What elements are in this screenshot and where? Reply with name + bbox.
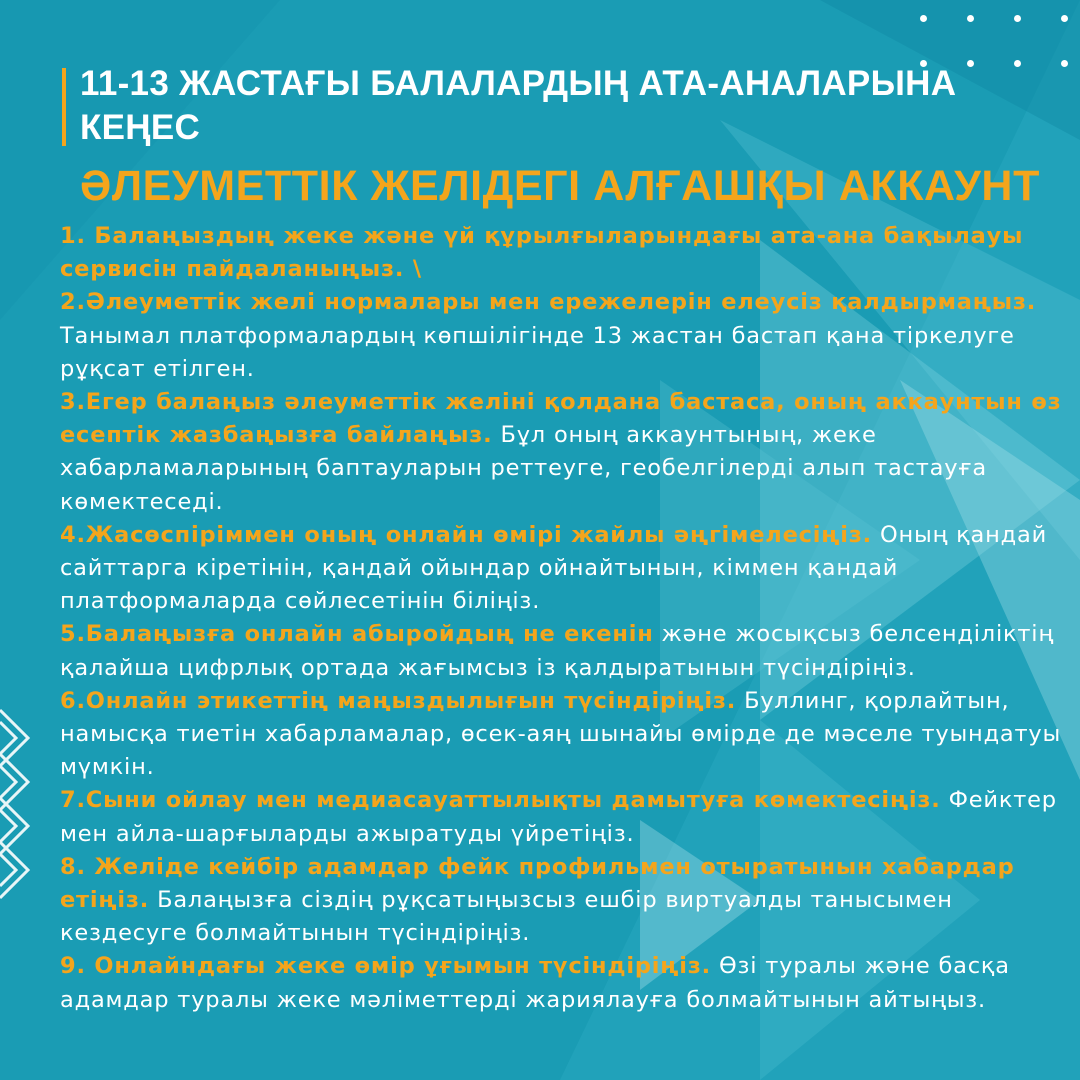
- item-lead: 8. Желіде кейбір адамдар фейк профильмен отыратынын хабардар етіңіз.: [60, 853, 1015, 914]
- title-accent-bar: [62, 68, 66, 146]
- list-item: [60, 220, 1070, 286]
- page-title: 11-13 ЖАСТАҒЫ БАЛАЛАРДЫҢ АТА-АНАЛАРЫНА КЕҢЕС: [80, 64, 957, 147]
- item-lead: 4.Жасөспіріммен оның онлайн өмірі жайлы әңгімелесіңіз.: [60, 521, 872, 548]
- item-text: Оның қандай сайттарга кіретінін, қандай ойындар ойнайтынын, кіммен қандай платформаларда сөйлесетінін біліңіз.: [60, 521, 1047, 615]
- advice-list: [60, 220, 1070, 1017]
- item-lead: 2.Әлеуметтік желі нормалары мен ережелерін елеусіз қалдырмаңыз.: [60, 289, 1037, 316]
- item-lead: 1. Балаңыздың жеке және үй құрылғыларындағы ата-ана бақылауы сервисін пайдаланыңыз. \: [60, 223, 1024, 283]
- list-item: [60, 519, 1070, 619]
- page-subtitle: ӘЛЕУМЕТТІК ЖЕЛІДЕГІ АЛҒАШҚЫ АККАУНТ: [80, 162, 1040, 210]
- item-text: Фейктер мен айла-шарғыларды ажыратуды үйретіңіз.: [60, 787, 1057, 847]
- item-text: Буллинг, қорлайтын, намысқа тиетін хабарламалар, өсек-аяң шынайы өмірде де мәселе туындатуы мүмкін.: [60, 687, 1062, 781]
- list-item: [60, 685, 1070, 785]
- list-item: [60, 286, 1070, 386]
- list-item: [60, 618, 1070, 684]
- dot: [1014, 15, 1021, 22]
- dot: [1061, 15, 1068, 22]
- item-text: Балаңызға сіздің рұқсатыңызсыз ешбір виртуалды танысымен кездесуге болмайтынын түсіндіріңіз.: [60, 887, 953, 947]
- list-item: [60, 950, 1070, 1016]
- item-lead: 5.Балаңызға онлайн абыройдың не екенін: [60, 621, 654, 648]
- dot: [920, 15, 927, 22]
- list-item: [60, 784, 1070, 850]
- list-item: [60, 386, 1070, 519]
- item-text: Өзі туралы және басқа адамдар туралы жеке мәліметтерді жариялауға болмайтынын айтыңыз.: [60, 953, 1010, 1013]
- item-lead: 3.Егер балаңыз әлеуметтік желіні қолдана бастаса, оның аккаунтын өз есептік жазбаңызға байлаңыз.: [60, 389, 1062, 449]
- item-lead: 7.Сыни ойлау мен медиасауаттылықты дамытуға көмектесіңіз.: [60, 787, 941, 814]
- item-text: Танымал платформалардың көпшілігінде 13 жастан бастап қана тіркелуге рұқсат етілген.: [60, 322, 1015, 382]
- item-text: және жосықсыз белсенділіктің қалайша цифрлық ортада жағымсыз із қалдыратынын түсіндіріңіз.: [60, 621, 1055, 681]
- dot: [967, 15, 974, 22]
- list-item: [60, 851, 1070, 951]
- dot: [1061, 60, 1068, 67]
- item-lead: 9. Онлайндағы жеке өмір ұғымын түсіндіріңіз.: [60, 953, 712, 980]
- item-text: Бұл оның аккаунтының, жеке хабарламаларының баптауларын реттеуге, геобелгілерді алып тастауға көмектеседі.: [60, 422, 988, 515]
- item-lead: 6.Онлайн этикеттің маңыздылығын түсіндіріңіз.: [60, 687, 737, 714]
